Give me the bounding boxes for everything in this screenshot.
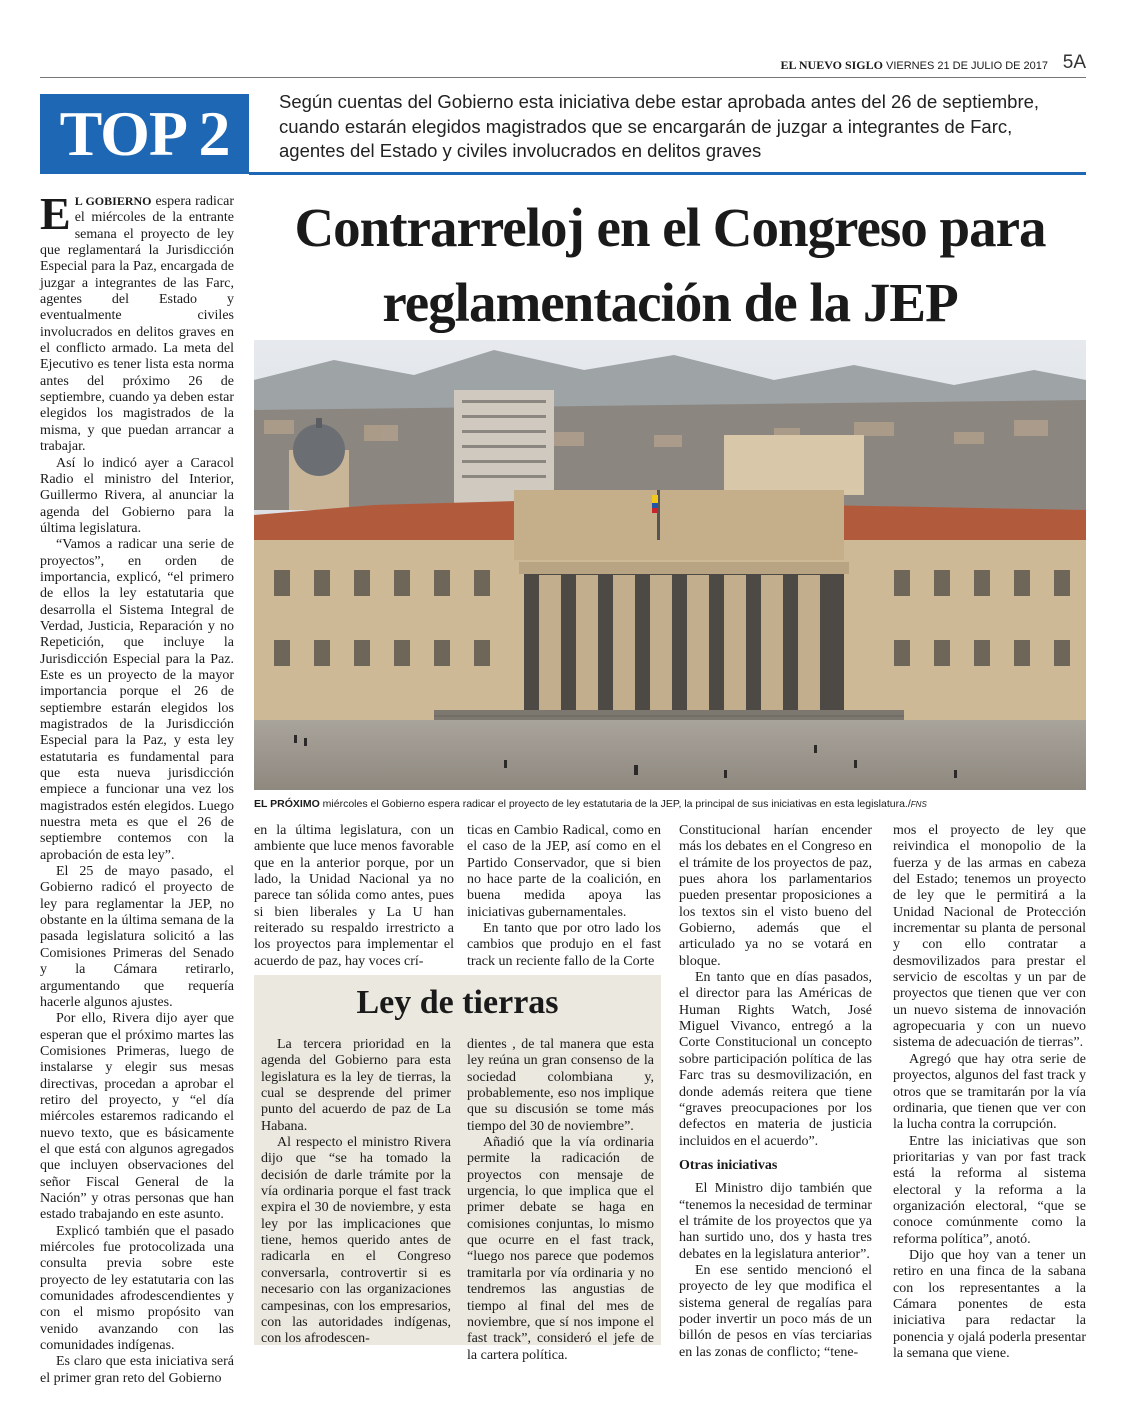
paragraph: En tanto que en días pasados, el director para las Américas de Human Rights Watch, José Miguel Vivanco, entregó a la Corte Constitucional un concepto sobre participación política de las Farc tras su desmovilización, en donde además reitera que tiene “graves preocupaciones por los defectos en materia de justicia incluidos en el acuerdo”.: [679, 970, 872, 1149]
article-column-5: [893, 823, 1086, 1362]
paragraph: Constitucional harían encender más los debates en el Congreso en el trámite de los proyectos de paz, pues ahora los parlamentarios pueden presentar proposiciones a los textos sin el visto bueno del Gobierno, además que el articulado ya no se votará en bloque.: [679, 823, 872, 969]
subhead: Otras iniciativas: [679, 1157, 778, 1173]
paragraph: Agregó que hay otra serie de proyectos, algunos del fast track y otros que se tramitarán por la vía ordinaria, que tienen que ver con la lucha contra la corrupción.: [893, 1051, 1086, 1133]
paragraph: Dijo que hoy van a tener un retiro en una finca de la sabana con los representantes a la Cámara ponentes de esta iniciativa para redactar la ponencia y ojalá poderla presentar la semana que viene.: [893, 1247, 1086, 1361]
paragraph: En ese sentido mencionó el proyecto de ley que modifica el sistema general de regalías para poder invertir un poco más de un billón de pesos en vías terciarias en las zonas de conflicto; “tene-: [679, 1262, 872, 1360]
sidebar-column-1: [261, 1037, 451, 1348]
lead-word: L GOBIERNO: [74, 194, 152, 208]
paper-name: EL NUEVO SIGLO: [780, 58, 883, 72]
page-number: 5A: [1062, 52, 1086, 73]
headline: [254, 190, 1086, 340]
lead-paragraph: E L GOBIERNO espera radicar el miércoles de la entrante semana el proyecto de ley que reglamentará la Jurisdicción Especial para la Paz, encargada de juzgar a integrantes de las Farc, agentes del Estado y eventualmente civiles involucrados en delitos graves en el conflicto armado. La meta del Ejecutivo es tener lista esta norma antes del próximo 26 de septiembre, cuando ya deben estar elegidos los magistrados de la misma, y que puedan arrancar a trabajar.: [40, 188, 235, 455]
paragraph: Por ello, Rivera dijo ayer que esperan que el próximo martes las Comisiones Primeras, luego de instalarse y elegir sus mesas directivas, procedan a aprobar el retiro del proyecto, y “el día miércoles estaremos radicando el nuevo texto, que es básicamente el que está con algunos agregados que incluyen observaciones del señor Fiscal General de la Nación” y otras personas que han estado trabajando en este asunto.: [40, 1011, 234, 1223]
paragraph: Es claro que esta iniciativa será el primer gran reto del Gobierno: [40, 1354, 234, 1386]
photo-credit: FNS: [910, 800, 927, 809]
masthead-info: [781, 58, 1048, 73]
section-rule: [249, 172, 1086, 175]
paragraph: Entre las iniciativas que son prioritarias y van por fast track está la reforma al sistema electoral y la reforma a la organización electoral, “que se conoce comúnmente como la reforma política”, anotó.: [893, 1133, 1086, 1247]
paragraph: En tanto que por otro lado los cambios que produjo en el fast track un reciente fallo de la Corte: [467, 921, 661, 969]
issue-date: VIERNES 21 DE JULIO DE 2017: [885, 60, 1048, 72]
paragraph: Así lo indicó ayer a Caracol Radio el ministro del Interior, Guillermo Rivera, al anunciar la agenda del Gobierno para la última legislatura.: [40, 455, 234, 536]
caption-lead: EL PRÓXIMO: [254, 798, 320, 810]
masthead: [40, 52, 1086, 78]
article-deck: Según cuentas del Gobierno esta iniciativa debe estar aprobada antes del 26 de septiembre, cuando estarán elegidos magistrados que se encargarán de juzgar a integrantes de Farc, agentes del Estado y civiles involucrados en delitos graves: [279, 91, 1040, 161]
drop-cap: E: [40, 188, 71, 239]
article-column-4: [679, 823, 872, 1361]
section-tag: TOP 2: [40, 94, 249, 174]
paragraph: Explicó también que el pasado miércoles fue protocolizada una consulta previa sobre este proyecto de ley estatutaria con las comunidades afrodescendientes y con el mismo propósito van venido avanzando con las comunidades indígenas.: [40, 1223, 234, 1354]
paragraph: “Vamos a radicar una serie de proyectos”, en orden de importancia, explicó, “el primero de ellos la ley estatutaria que desarrolla el Sistema Integral de Verdad, Justicia, Reparación y no Repetición, que incluye la Jurisdicción Especial para la Paz. Este es un proyecto de la mayor importancia porque el 26 de septiembre estarán elegidos los magistrados de la Jurisdicción Especial para la Paz, y esta ley estatutaria es fundamental para que esta nueva jurisdicción empiece a funcionar una vez los magistrados estén elegidos. Luego nuestra meta es que el 26 de septiembre contemos con la aprobación de esta ley”.: [40, 537, 234, 863]
paragraph: Añadió que la vía ordinaria permite la radicación de proyectos con mensaje de urgencia, lo que implica que el primer debate se haga en comisiones conjuntas, lo mismo que ocurre en el fast track, “luego nos parece que podemos tramitarla por vía ordinaria y no tendremos las angustias de tiempo al final del mes de noviembre, que sí nos impone el fast track”, consideró el jefe de la cartera política.: [467, 1135, 654, 1363]
article-column-1: [40, 188, 235, 1387]
photo-caption: [254, 797, 1086, 812]
paragraph: La tercera prioridad en la agenda del Gobierno para esta legislatura es la ley de tierras, la cual se desprende del primer punto del acuerdo de paz de La Habana.: [261, 1037, 451, 1134]
paragraph: mos el proyecto de ley que reivindica el monopolio de la fuerza y de las armas en cabeza del Estado; tenemos un proyecto de ley que le permitirá a la Unidad Nacional de Protección incrementar su planta de personal y con ello contratar a desmovilizados para prestar el servicio de escoltas y un par de proyectos que tienen que ver con un nuevo sistema de innovación agropecuaria y con un nuevo sistema de adecuación de tierras”.: [893, 823, 1086, 1051]
paragraph: ticas en Cambio Radical, como en el caso de la JEP, así como en el Partido Conservador, que si bien no hace parte de la coalición, en buena medida apoya las iniciativas gubernamentales.: [467, 823, 661, 920]
sidebar-title: Ley de tierras: [356, 984, 559, 1021]
capitol-photo: [254, 340, 1086, 790]
paragraph: dientes , de tal manera que esta ley reúna un gran consenso de la sociedad colombiana y, probablemente, eso nos implique que su discusión se tome más tiempo del 30 de noviembre”.: [467, 1037, 654, 1134]
paragraph: El Ministro dijo también que “tenemos la necesidad de terminar el trámite de los proyectos que ya han surtido uno, dos y hasta tres debates en la legislatura anterior”.: [679, 1181, 872, 1262]
paragraph: en la última legislatura, con un ambiente que luce menos favorable que en la anterior porque, por un lado, la Unidad Nacional ya no parece tan sólida como antes, pues si bien liberales y La U han reiterado su respaldo irrestricto a los proyectos para implementar el acuerdo de paz, hay voces crí-: [254, 823, 454, 969]
caption-text: miércoles el Gobierno espera radicar el proyecto de ley estatutaria de la JEP, la principal de sus iniciativas en esta legislatura./: [319, 798, 911, 810]
sidebar-column-2: [467, 1037, 654, 1364]
paragraph: Al respecto el ministro Rivera dijo que “se ha tomado la decisión de darle trámite por la vía ordinaria porque el fast track expira el 30 de noviembre, y esta ley por las implicaciones que tiene, hemos querido antes de radicarla en el Congreso conversarla, controvertir si es necesario con las organizaciones campesinas, con los empresarios, con las autoridades indígenas, con los afrodescen-: [261, 1135, 451, 1347]
headline-line-1: Contrarreloj en el Congreso para: [294, 197, 1046, 258]
article-column-3: [467, 823, 661, 970]
paragraph: El 25 de mayo pasado, el Gobierno radicó el proyecto de ley para reglamentar la JEP, no obstante en la última semana de la pasada legislatura solicitó a las Comisiones Primeras del Senado y la Cámara retirarlo, argumentando que requería hacerle algunos ajustes.: [40, 864, 234, 1010]
article-column-2: [254, 823, 454, 970]
headline-line-2: reglamentación de la JEP: [382, 272, 958, 333]
